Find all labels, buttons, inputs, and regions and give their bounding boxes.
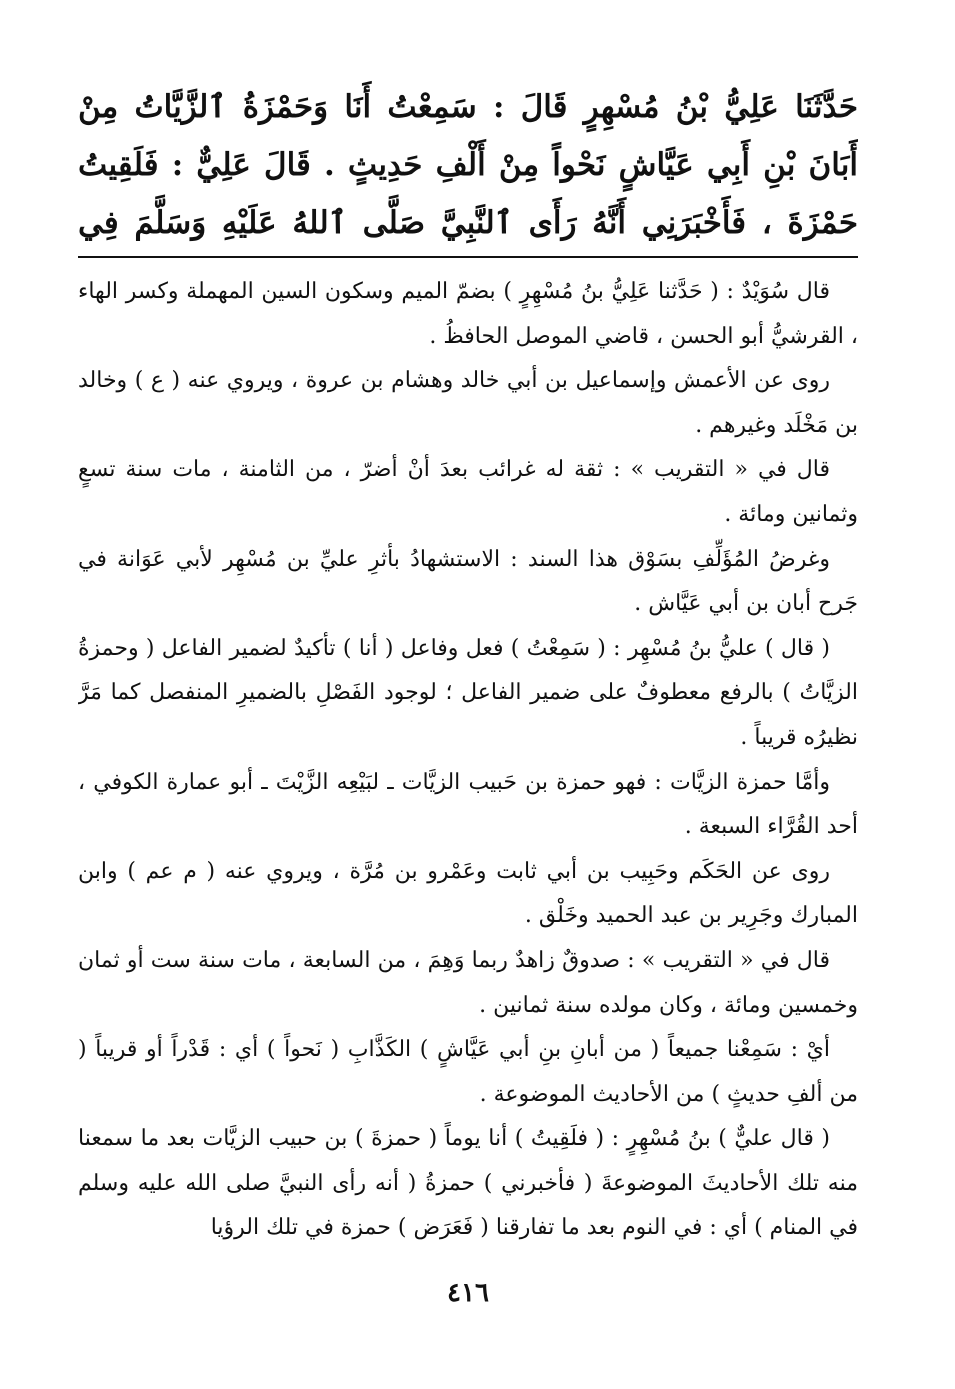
commentary-paragraph: روى عن الأعمش وإسماعيل بن أبي خالد وهشام بن عروة ، ويروي عنه ( ع ) وخالد بن مَخْلَد وغيرهم . <box>78 368 858 438</box>
divider-line <box>78 256 858 258</box>
commentary-paragraph: روى عن الحَكَم وحَبِيب بن أبي ثابت وعَمْرو بن مُرَّة ، ويروي عنه ( م عم ) وابن المبارك وجَرِير بن عبد الحميد وخَلْق . <box>78 858 858 929</box>
commentary-paragraph: قال سُوَيْدٌ : ( حَدَّثنا عَلِيُّ بنُ مُسْهِرٍ ) بضمّ الميم وسكون السين المهملة وكسر الهاء ، القرشيُّ أبو الحسن ، قاضي الموصل الحافظُ . <box>78 279 858 349</box>
commentary-section <box>78 270 858 1250</box>
commentary-paragraph: قال في « التقريب » : ثقة له غرائب بعدَ أنْ أضرّ ، من الثامنة ، مات سنة تسعٍ وثمانين ومائة . <box>78 457 858 527</box>
document-page <box>78 78 858 1338</box>
commentary-paragraph: وغرضُ المُؤَلِّفِ بسَوْق هذا السند : الاستشهادُ بأثرِ عليِّ بن مُسْهِر لأبي عَوَانة في جَرح أبان بن أبي عَيَّاش . <box>78 546 858 617</box>
commentary-paragraph: أيْ : سَمِعْنا جميعاً ( من أبانِ بنِ أبي عَيَّاشٍ ) الكَذَّابِ ( نَحواً ) أي : قَدْراً أو قريباً ( من ألفِ حديثٍ ) من الأحاديث الموضوعة . <box>78 1037 858 1107</box>
commentary-paragraph: قال في « التقريب » : صدوقٌ زاهدٌ ربما وَهِمَ ، من السابعة ، مات سنة ست أو ثمان وخمسين ومائة ، وكان مولده سنة ثمانين . <box>78 947 858 1018</box>
page-number: ٤١٦ <box>447 1278 489 1308</box>
commentary-paragraph: وأمَّا حمزة الزيَّات : فهو حمزة بن حَبيب الزيَّات ـ لبَيْعِه الزَّيْتَ ـ أبو عمارة الكوفي ، أحد القُرَّاء السبعة . <box>78 769 858 840</box>
commentary-paragraph: ( قال ) عليُّ بنُ مُسْهِر : ( سَمِعْتُ ) فعل وفاعل ( أنا ) تأكيدٌ لضمير الفاعل ( وحمزةُ الزيَّاتُ ) بالرفع معطوفٌ على ضمير الفاعل ؛ لوجود الفَصْلِ بالضميرِ المنفصل كما مَرَّ نظيرُه قريباً . <box>78 635 858 750</box>
commentary-paragraph: ( قال عليٌّ ) بنُ مُسْهِرٍ : ( فلَقِيتُ ) أنا يوماً ( حمزةَ ) بن حبيب الزيَّات بعد ما سمعنا منه تلك الأحاديثَ الموضوعةَ ( فأخبرني ) حمزةُ ( أنه رأى النبيَّ صلى الله عليه وسلم في المنام ) أي : في النوم بعد ما تفارقنا ( فَعَرَض ) حمزة في تلك الرؤيا <box>78 1126 858 1241</box>
hadith-text: حَدَّثَنَا عَلِيُّ بْنُ مُسْهِرٍ قَالَ : سَمِعْتُ أَنَا وَحَمْزَةُ ٱلزَّيَّاتُ مِنْ أَبَانَ بْنِ أَبِي عَيَّاشٍ نَحْواً مِنْ أَلْفِ حَدِيثٍ . قَالَ عَلِيٌّ : فَلَقِيتُ حَمْزَةَ ، فَأَخْبَرَنِي أَنَّهُ رَأَى ٱلنَّبِيَّ صَلَّى ٱللهُ عَلَيْهِ وَسَلَّمَ فِي <box>78 89 858 241</box>
